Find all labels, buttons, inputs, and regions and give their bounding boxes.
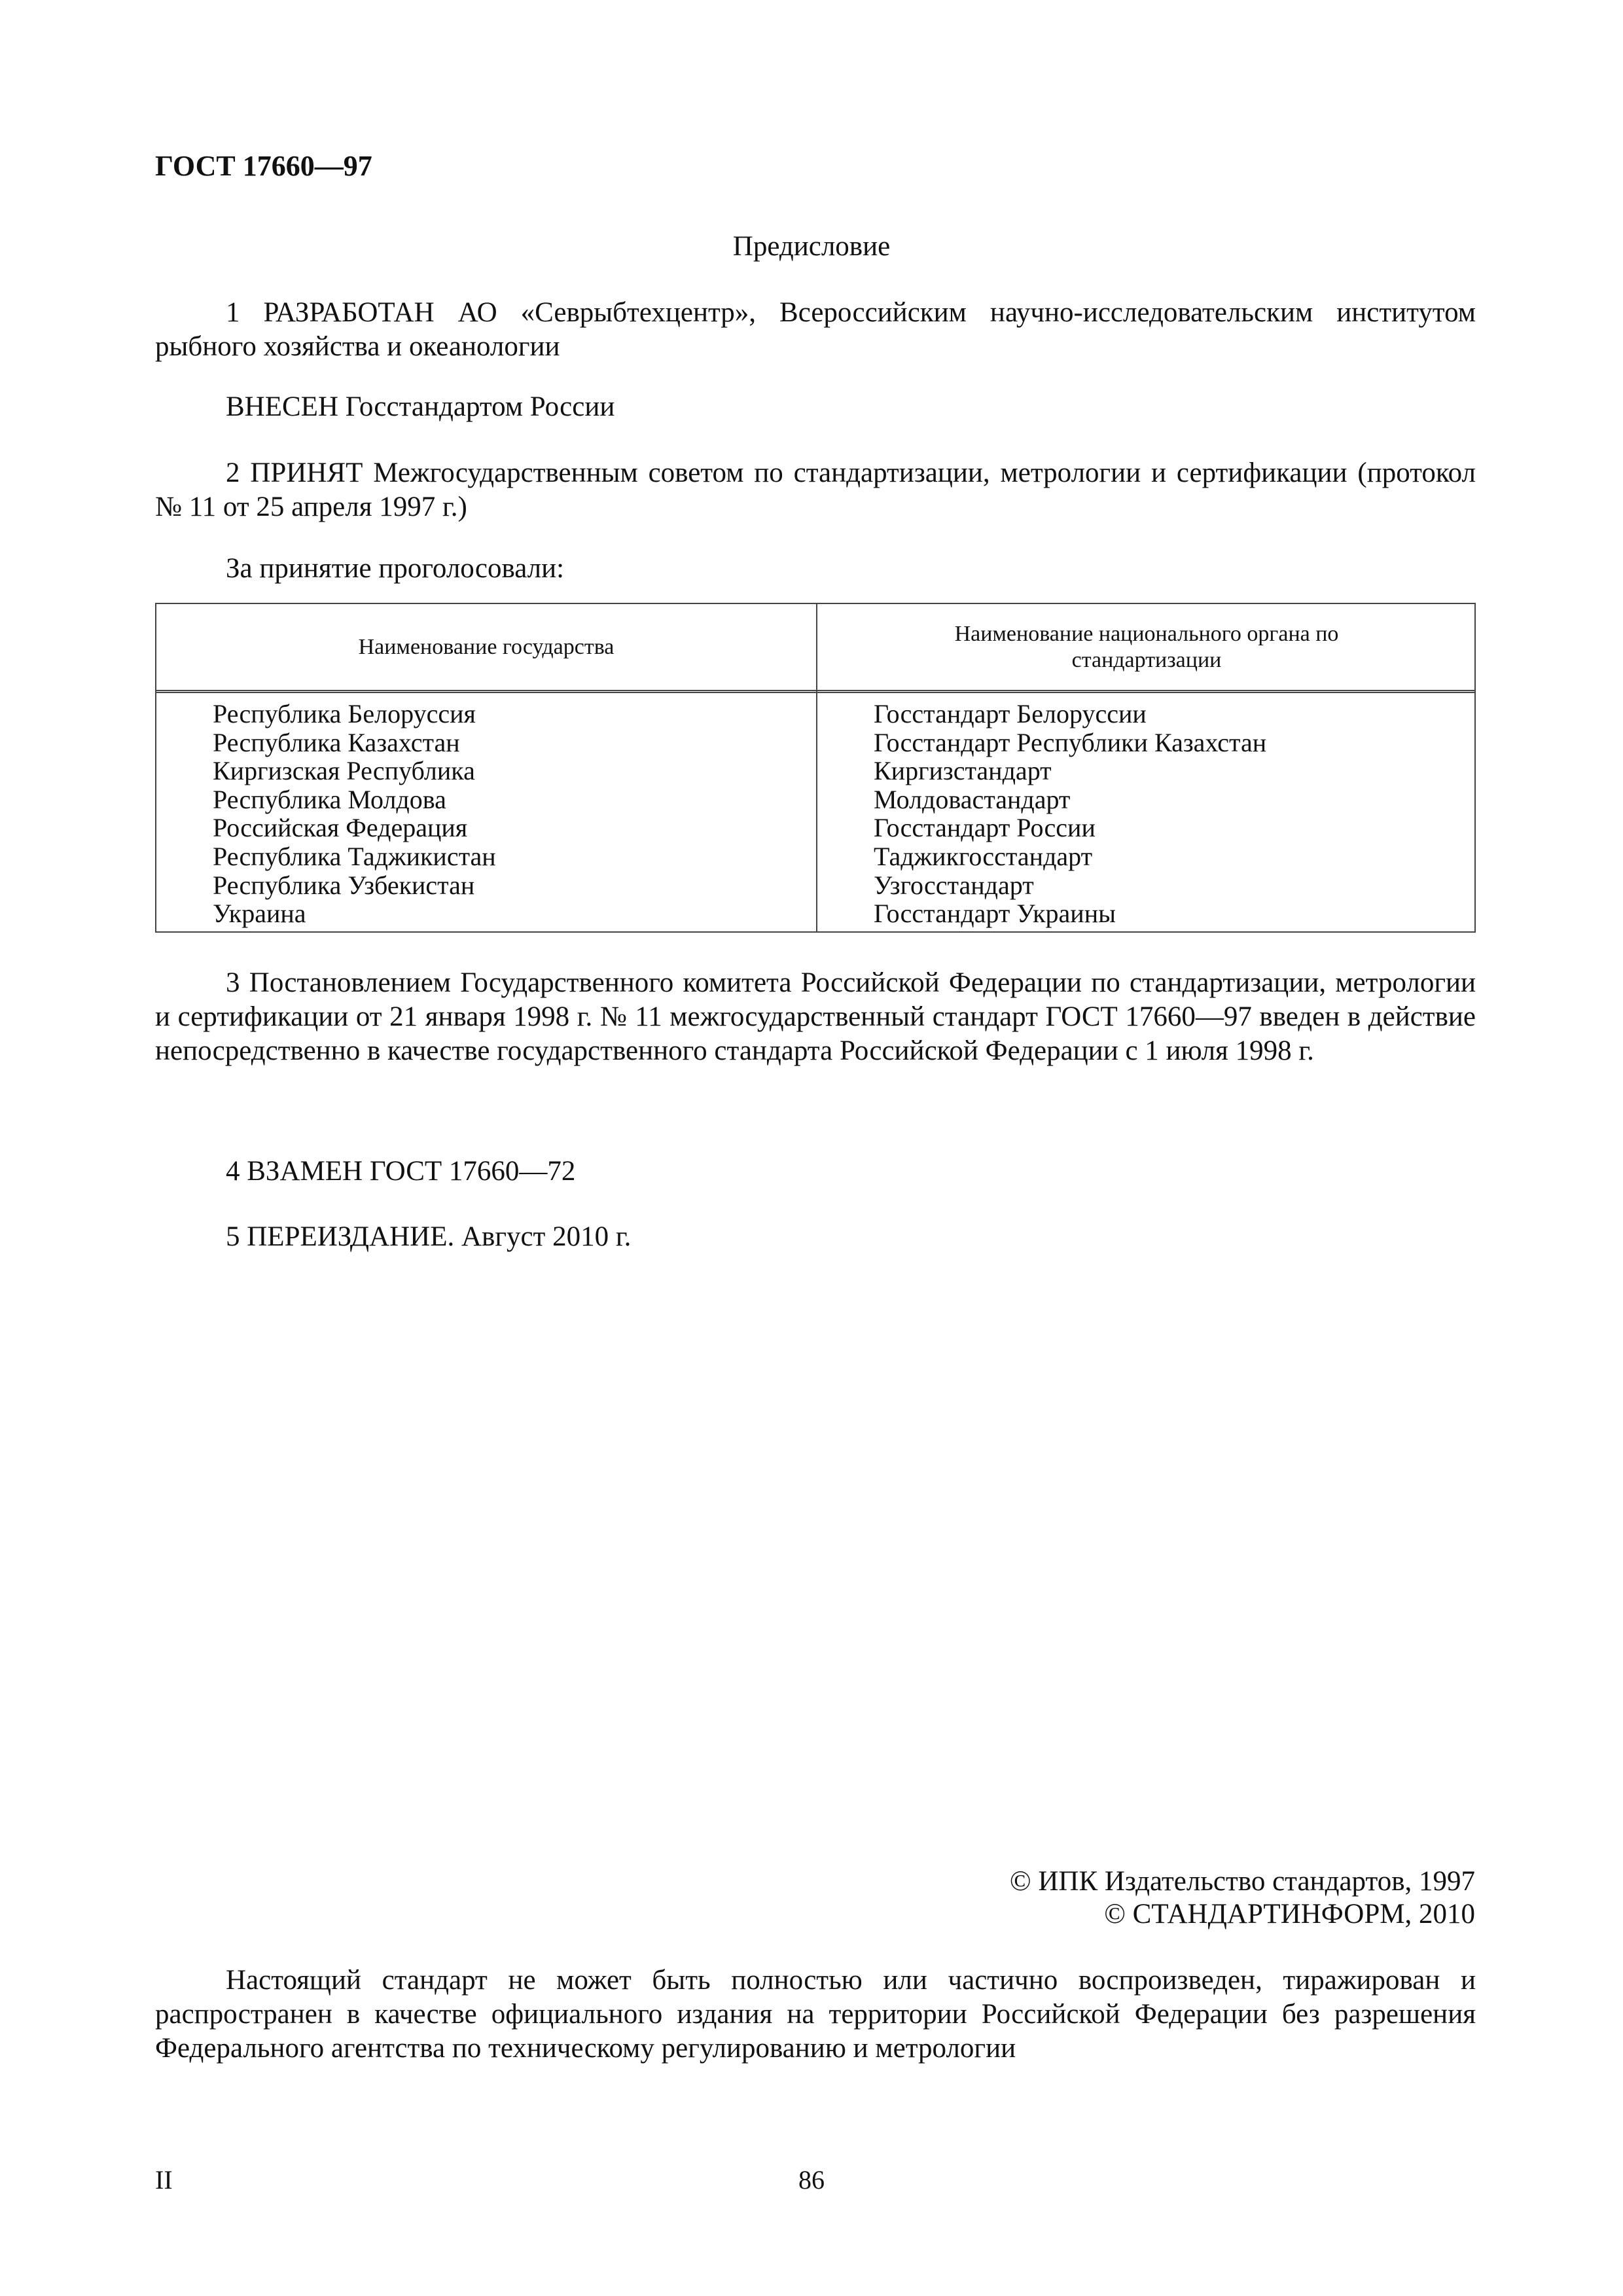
table-cell-standards-body: Госстандарт Белоруссии bbox=[874, 699, 1147, 728]
table-column-states bbox=[213, 700, 496, 928]
introduced-by: ВНЕСЕН Госстандартом России bbox=[226, 391, 615, 422]
reproduction-notice bbox=[155, 1964, 1476, 2066]
table-header-state: Наименование государства bbox=[358, 634, 615, 659]
table-header-standards-body-text: Наименование национального органа по стандартизации bbox=[954, 621, 1339, 672]
table-cell-state: Киргизская Республика bbox=[213, 756, 475, 786]
table-cell-standards-body: Госстандарт России bbox=[874, 813, 1096, 843]
voted-label: За принятие проголосовали: bbox=[226, 553, 565, 584]
reproduction-notice-text: Настоящий стандарт не может быть полностью или частично воспроизведен, тиражирован и распространен в качестве официального издания на территории Российской Федерации без разрешения Федерального агентства по техническому регулированию и метрологии bbox=[155, 1965, 1476, 2064]
copyright-line-2: © СТАНДАРТИНФОРМ, 2010 bbox=[1104, 1899, 1475, 1929]
table-cell-standards-body: Таджикгосстандарт bbox=[874, 841, 1093, 871]
table-header-standards-body bbox=[817, 604, 1476, 690]
voting-table bbox=[155, 603, 1476, 933]
table-cell-state: Российская Федерация bbox=[213, 813, 468, 843]
page-roman-numeral: II bbox=[155, 2165, 173, 2195]
preface-title: Предисловие bbox=[732, 231, 891, 262]
table-cell-state: Республика Таджикистан bbox=[213, 841, 496, 871]
document-code-header: ГОСТ 17660—97 bbox=[155, 150, 372, 182]
table-cell-state: Республика Белоруссия bbox=[213, 699, 476, 728]
table-column-bodies bbox=[874, 700, 1266, 928]
table-cell-standards-body: Госстандарт Украины bbox=[874, 899, 1116, 929]
table-header-divider bbox=[156, 690, 1474, 693]
table-cell-standards-body: Киргизстандарт bbox=[874, 756, 1052, 786]
preface-item-5: 5 ПЕРЕИЗДАНИЕ. Август 2010 г. bbox=[226, 1221, 632, 1252]
preface-item-3-text: 3 Постановлением Государственного комитета Российской Федерации по стандартизации, метрологии и сертификации от 21 января 1998 г. № 11 межгосударственный стандарт ГОСТ 17660—97 введен в действие непосредственно в качестве государственного стандарта Российской Федерации с 1 июля 1998 г. bbox=[155, 967, 1476, 1066]
page-number: 86 bbox=[798, 2165, 825, 2195]
table-cell-standards-body: Узгосстандарт bbox=[874, 870, 1034, 900]
table-cell-state: Республика Узбекистан bbox=[213, 870, 475, 900]
preface-item-2 bbox=[155, 456, 1476, 524]
table-column-divider bbox=[816, 604, 817, 931]
table-cell-state: Украина bbox=[213, 899, 306, 929]
table-cell-standards-body: Молдовастандарт bbox=[874, 784, 1071, 814]
preface-item-1 bbox=[155, 296, 1476, 364]
preface-item-2-text: 2 ПРИНЯТ Межгосударственным советом по стандартизации, метрологии и сертификации (протокол № 11 от 25 апреля 1997 г.) bbox=[155, 457, 1476, 522]
table-cell-state: Республика Казахстан bbox=[213, 727, 460, 757]
preface-item-3 bbox=[155, 966, 1476, 1068]
preface-item-1-text: 1 РАЗРАБОТАН АО «Севрыбтехцентр», Всероссийским научно-исследовательским институтом рыбного хозяйства и океанологии bbox=[155, 297, 1476, 362]
table-cell-state: Республика Молдова bbox=[213, 784, 446, 814]
copyright-line-1: © ИПК Издательство стандартов, 1997 bbox=[1009, 1866, 1475, 1897]
preface-item-4: 4 ВЗАМЕН ГОСТ 17660—72 bbox=[226, 1156, 576, 1187]
table-cell-standards-body: Госстандарт Республики Казахстан bbox=[874, 727, 1267, 757]
